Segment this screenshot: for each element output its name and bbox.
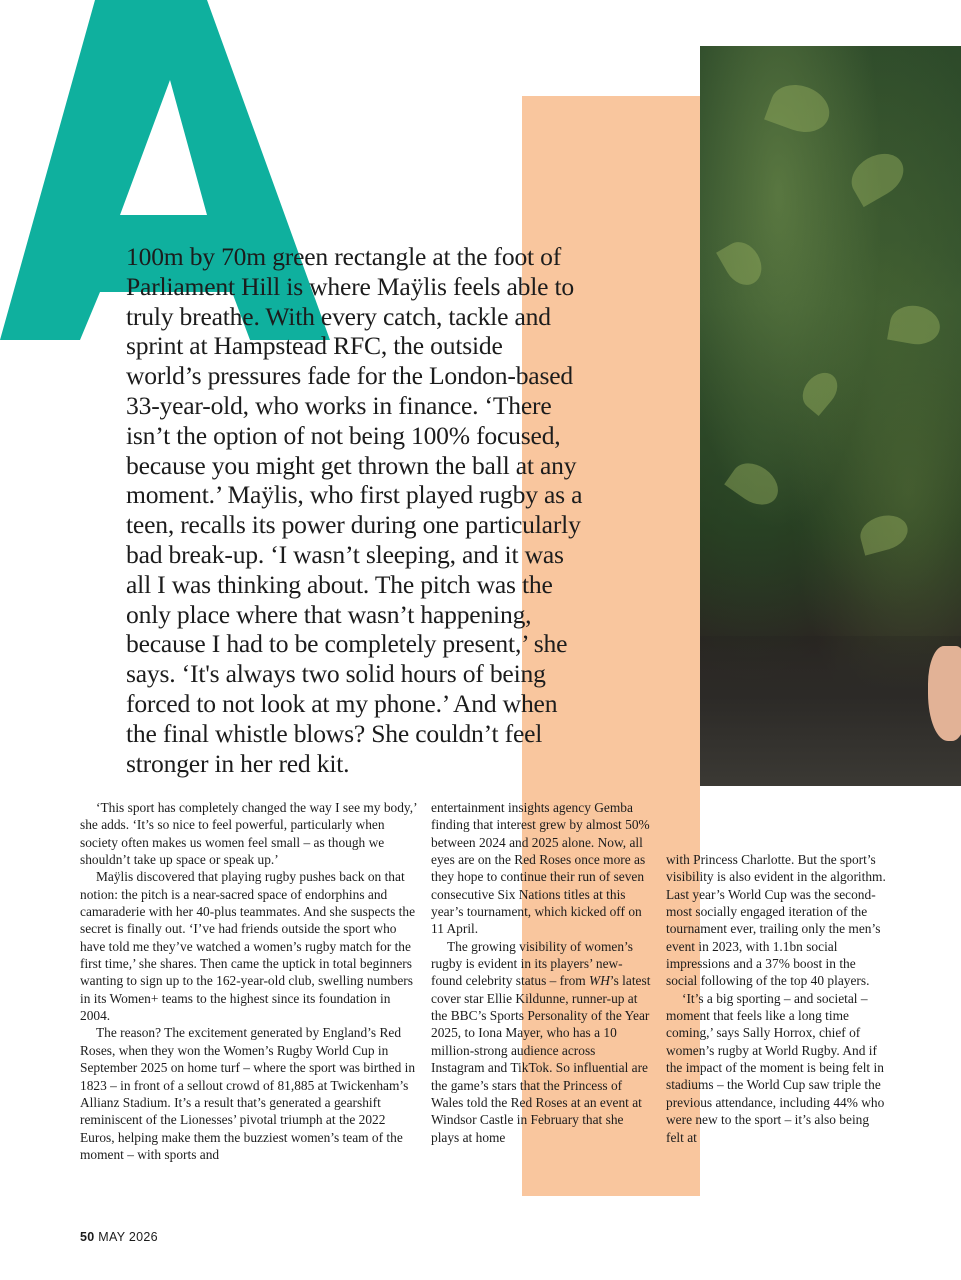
intro-line: truly breathe. With every catch, tackle and — [126, 301, 551, 331]
magazine-title: WH — [589, 973, 610, 989]
page-folio — [80, 1230, 158, 1244]
body-text: The growing visibility of women’s rugby is evident in its players’ new-found celebrity status – from — [431, 938, 633, 989]
body-paragraph — [431, 938, 651, 1146]
intro-line: 100m by 70m green rectangle at the foot of — [126, 242, 562, 271]
body-paragraph: ‘This sport has completely changed the way I see my body,’ she adds. ‘It’s so nice to feel powerful, particularly when society often makes us women feel small – as though we shouldn’t take up space or speak up.’ — [80, 800, 417, 868]
body-paragraph: Maÿlis discovered that playing rugby pushes back on that notion: the pitch is a near-sacred space of endorphins and camaraderie with her 40-plus teammates. And she suspects the secret is finally out. ‘I’ve had friends outside the sport who have told me they’ve watched a women’s rugby match for the first time,’ she shares. Then came the uptick in total beginners wanting to sign up to the 162-year-old club, swelling numbers in its Women+ teams to the highest since its foundation in 2004. — [80, 869, 416, 1024]
intro-line: isn’t the option of not being 100% focused, — [126, 420, 561, 450]
intro-line: bad break-up. ‘I wasn’t sleeping, and it was — [126, 539, 564, 569]
intro-line: moment.’ Maÿlis, who first played rugby as a — [126, 480, 583, 510]
intro-line: world’s pressures fade for the London-based — [126, 361, 573, 391]
body-column-1 — [80, 799, 420, 1163]
intro-line: sprint at Hampstead RFC, the outside — [126, 331, 503, 361]
photo-hand — [928, 646, 961, 741]
issue-date: MAY 2026 — [98, 1230, 158, 1244]
athlete-photo — [700, 46, 961, 786]
intro-line: stronger in her red kit. — [126, 748, 350, 778]
intro-line: says. ‘It's always two solid hours of being — [126, 659, 546, 689]
intro-line: all I was thinking about. The pitch was the — [126, 569, 553, 599]
intro-line: teen, recalls its power during one particularly — [126, 510, 581, 540]
intro-line: because I had to be completely present,’ she — [126, 629, 568, 659]
body-column-2 — [431, 799, 651, 1146]
page-number: 50 — [80, 1230, 95, 1244]
intro-line: only place where that wasn’t happening, — [126, 599, 532, 629]
body-paragraph: ‘It’s a big sporting – and societal – moment that feels like a long time coming,’ says Sally Horrox, chief of women’s rugby at World Rugby. And if the impact of the moment is being felt in stadiums – the World Cup saw triple the previous attendance, including 44% who were new to the sport – it’s also being felt at — [666, 990, 885, 1145]
body-text: ’s latest cover star Ellie Kildunne, runner-up at the BBC’s Sports Personality of the Year 2025, to Iona Mayer, who has a 10 million-strong audience across Instagram and TikTok. So influential are the game’s stars that the Princess of Wales told the Red Roses at an event at Windsor Castle in February that she plays at home — [431, 973, 651, 1145]
intro-line: Parliament Hill is where Maÿlis feels able to — [126, 271, 575, 301]
intro-line: 33-year-old, who works in finance. ‘There — [126, 390, 552, 420]
intro-line: forced to not look at my phone.’ And when — [126, 688, 558, 718]
intro-line: the final whistle blows? She couldn’t feel — [126, 718, 543, 748]
body-paragraph: entertainment insights agency Gemba finding that interest grew by almost 50% between 2024 and 2025 alone. Now, all eyes are on the Red Roses once more as they hope to continue their run of seven consecutive Six Nations titles at this year’s tournament, which kicked off on 11 April. — [431, 800, 650, 937]
intro-line: because you might get thrown the ball at any — [126, 450, 577, 480]
body-paragraph: with Princess Charlotte. But the sport’s visibility is also evident in the algorithm. Last year’s World Cup was the second-most socially engaged iteration of the tournament ever, trailing only the men’s event in 2023, with 1.1bn social impressions and a 37% boost in the social following of the top 40 players. — [666, 852, 886, 989]
body-column-3 — [666, 851, 886, 1146]
photo-path — [700, 636, 961, 786]
intro-paragraph — [126, 242, 651, 778]
body-paragraph: The reason? The excitement generated by England’s Red Roses, when they won the Women’s Rugby World Cup in September 2025 on home turf – where the sport was birthed in 1823 – in front of a sellout crowd of 81,885 at Twickenham’s Allianz Stadium. It’s a result that’s generated a gearshift reminiscent of the Lionesses’ pivotal triumph at the 2022 Euros, helping make them the buzziest women’s team of the moment – with sports and — [80, 1025, 416, 1162]
